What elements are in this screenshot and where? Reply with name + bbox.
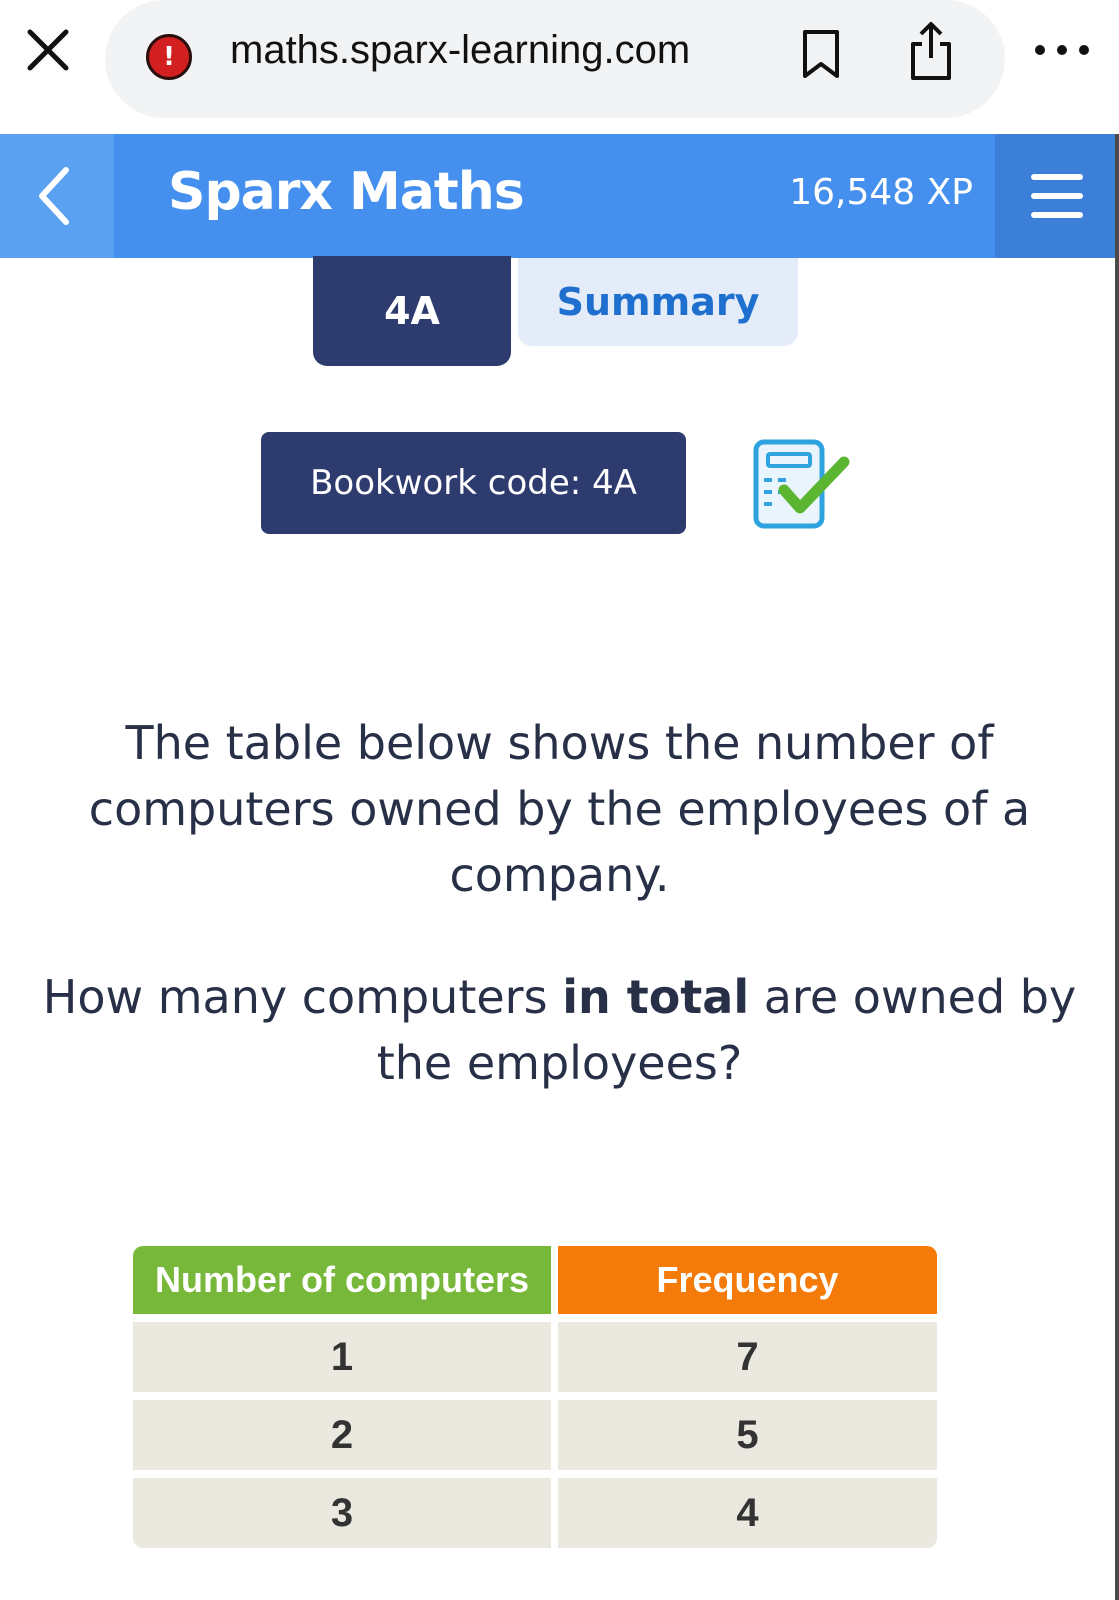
question-prompt-end: are owned by the employees? bbox=[376, 970, 1077, 1090]
url-text[interactable]: maths.sparx-learning.com bbox=[230, 28, 691, 72]
chevron-left-icon bbox=[34, 164, 74, 228]
question-intro: The table below shows the number of computers owned by the employees of a company. bbox=[88, 716, 1031, 902]
table-cell-frequency: 7 bbox=[558, 1322, 937, 1392]
close-icon[interactable] bbox=[26, 28, 70, 72]
table-cell-frequency: 4 bbox=[558, 1478, 937, 1548]
menu-button[interactable] bbox=[995, 134, 1119, 258]
app-title: Sparx Maths bbox=[168, 162, 524, 222]
scroll-edge bbox=[1115, 134, 1119, 1600]
question-prompt-emphasis: in total bbox=[562, 970, 750, 1024]
app-header bbox=[0, 134, 1119, 258]
xp-counter: 16,548 XP bbox=[789, 172, 973, 213]
hamburger-icon bbox=[1031, 172, 1083, 220]
table-cell-computers: 2 bbox=[133, 1400, 551, 1470]
tab-summary[interactable]: Summary bbox=[518, 258, 798, 346]
bookwork-check-icon[interactable] bbox=[750, 438, 850, 530]
table-cell-frequency: 5 bbox=[558, 1400, 937, 1470]
bookwork-code: Bookwork code: 4A bbox=[261, 432, 686, 534]
question-prompt bbox=[20, 964, 1099, 1096]
browser-toolbar bbox=[0, 0, 1119, 132]
table-cell-computers: 3 bbox=[133, 1478, 551, 1548]
warning-icon[interactable]: ! bbox=[146, 34, 192, 80]
back-button[interactable] bbox=[0, 134, 114, 258]
table-header-number-of-computers: Number of computers bbox=[133, 1246, 551, 1314]
bookmark-icon[interactable] bbox=[800, 28, 842, 80]
more-icon[interactable] bbox=[1032, 38, 1092, 62]
question-prompt-start: How many computers bbox=[42, 970, 563, 1024]
table-header-frequency: Frequency bbox=[558, 1246, 937, 1314]
table-cell-computers: 1 bbox=[133, 1322, 551, 1392]
tab-4a[interactable]: 4A bbox=[313, 256, 511, 366]
share-icon[interactable] bbox=[908, 20, 954, 82]
